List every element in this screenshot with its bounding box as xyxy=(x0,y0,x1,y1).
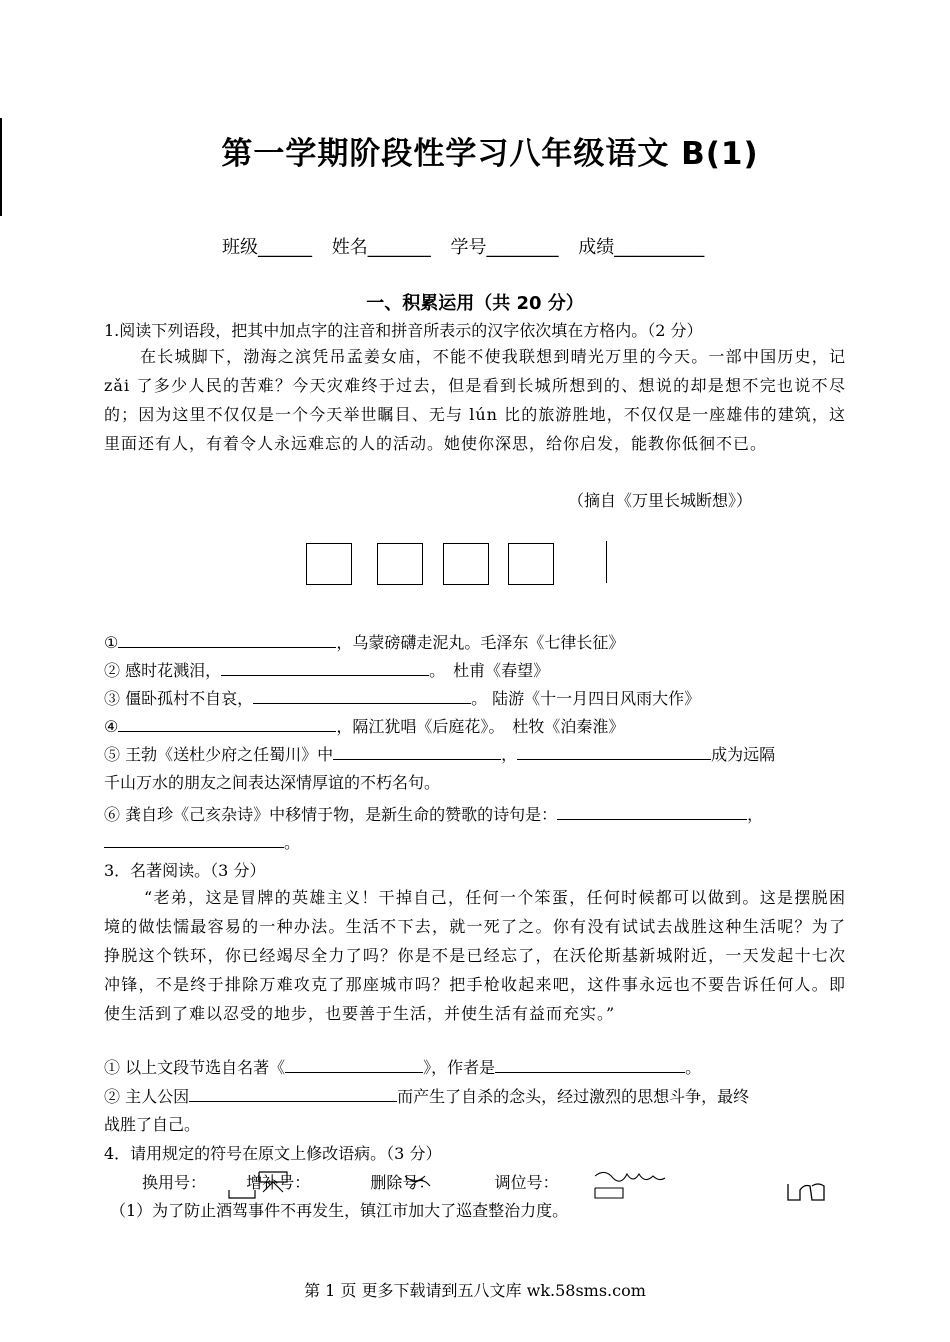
divider-mark xyxy=(606,541,607,583)
move-symbol-label: 调位号： xyxy=(494,1173,559,1192)
poem-text: 成为远隔 xyxy=(711,745,776,764)
item-number: ① xyxy=(104,633,119,652)
swap-symbol-icon xyxy=(229,1190,255,1198)
poem-line-6 xyxy=(104,805,846,825)
question-3-passage: “老弟，这是冒牌的英雄主义！干掉自己，任何一个笨蛋，任何时候都可以做到。这是摆脱困境的做怯懦最容易的一种办法。生活不下去，就一死了之。你有没有试试去战胜这种生活呢？为了挣脱这个铁环，你已经竭尽全力了吗？你是不是已经忘了，在沃伦斯基新城附近，一天发起十七次冲锋，不是终于排除万难攻克了那座城市吗？把手枪收起来吧，这件事永远也不要告诉任何人。即使生活到了难以忍受的地步，也要善于生活，并使生活有益而充实。” xyxy=(104,888,846,1023)
answer-text: 。 xyxy=(685,1058,702,1077)
answer-text: ② 主人公因 xyxy=(104,1087,190,1106)
answer-box-3[interactable] xyxy=(443,543,489,585)
poem-line-5 xyxy=(104,745,846,765)
poem-text: ， xyxy=(501,745,518,764)
question-3-answer-2-cont: 战胜了自己。 xyxy=(104,1115,201,1134)
poem-line-2 xyxy=(104,661,846,681)
poem-text: ⑤ 王勃《送杜少府之任蜀川》中 xyxy=(104,745,334,764)
fill-blank[interactable] xyxy=(557,805,747,820)
poem-text: ，乌蒙磅礴走泥丸。毛泽东《七律长征》 xyxy=(336,633,625,652)
answer-box-2[interactable] xyxy=(377,543,423,585)
student-info xyxy=(222,233,718,259)
add-symbol-icon xyxy=(263,1182,283,1192)
answer-box-4[interactable] xyxy=(508,543,554,585)
poem-line-4 xyxy=(104,717,846,737)
correction-symbol-glyphs xyxy=(225,1168,675,1202)
move-symbol-icon xyxy=(595,1172,665,1198)
section-heading: 一、积累运用（共 20 分） xyxy=(366,293,584,314)
poem-text: ，隔江犹唱《后庭花》。 杜牧《泊秦淮》 xyxy=(336,717,625,736)
page-footer: 第 1 页 更多下载请到五八文库 wk.58sms.com xyxy=(304,1281,646,1300)
fill-blank[interactable] xyxy=(118,717,336,732)
page-title: 第一学期阶段性学习八年级语文 B(1) xyxy=(221,136,759,172)
question-3-answer-1 xyxy=(104,1058,846,1078)
poem-text: ， xyxy=(747,805,764,824)
poem-text: 。 xyxy=(284,833,301,852)
question-4-stem: 4．请用规定的符号在原文上修改语病。（3 分） xyxy=(104,1144,442,1163)
passage-source: （摘自《万里长城断想》） xyxy=(568,491,753,510)
item-number: ④ xyxy=(104,717,119,736)
delete-symbol-icon xyxy=(405,1176,430,1188)
poem-line-3 xyxy=(104,689,846,709)
answer-text: 而产生了自杀的念头，经过激烈的思想斗争，最终 xyxy=(397,1087,750,1106)
score-field[interactable]: 成绩__________ xyxy=(578,237,705,258)
fill-blank[interactable] xyxy=(253,689,471,704)
answer-text: 》，作者是 xyxy=(423,1058,496,1077)
poem-text: 。 陆游《十一月四日风雨大作》 xyxy=(471,689,701,708)
name-field[interactable]: 姓名_______ xyxy=(331,237,431,258)
fill-blank[interactable] xyxy=(104,833,284,848)
class-field[interactable]: 班级______ xyxy=(222,237,312,258)
reason-blank[interactable] xyxy=(189,1087,397,1102)
answer-box-1[interactable] xyxy=(306,543,352,585)
fill-blank[interactable] xyxy=(118,633,336,648)
fill-blank[interactable] xyxy=(333,745,501,760)
fill-blank[interactable] xyxy=(221,661,429,676)
question-3-answer-2 xyxy=(104,1087,846,1107)
poem-text: ③ 僵卧孤村不自哀， xyxy=(104,689,254,708)
author-blank[interactable] xyxy=(495,1058,685,1073)
question-3-stem: 3．名著阅读。（3 分） xyxy=(104,861,266,880)
poem-text: 。 杜甫《春望》 xyxy=(429,661,550,680)
add-symbol-label: 增补号： xyxy=(246,1173,311,1192)
poem-line-5-cont: 千山万水的朋友之间表达深情厚谊的不朽名句。 xyxy=(104,773,441,792)
number-field[interactable]: 学号________ xyxy=(450,237,559,258)
answer-text: ① 以上文段节选自名著《 xyxy=(104,1058,286,1077)
delete-symbol-label: 删除号： xyxy=(370,1173,435,1192)
poem-line-6-cont xyxy=(104,833,846,853)
question-4-sentence-1: （1）为了防止酒驾事件不再发生，镇江市加大了巡查整治力度。 xyxy=(110,1201,569,1220)
question-1-stem: 1.阅读下列语段，把其中加点字的注音和拼音所表示的汉字依次填在方格内。（2 分） xyxy=(104,321,703,340)
book-title-blank[interactable] xyxy=(285,1058,423,1073)
swap-symbol-label: 换用号： xyxy=(142,1173,207,1192)
question-1-passage: 在长城脚下，渤海之滨凭吊孟姜女庙，不能不使我联想到晴光万里的今天。一部中国历史，记 zǎi 了多少人民的苦难？今天灾难终于过去，但是看到长城所想到的、想说的却是想不完也说不尽的；因为这里不仅仅是一个今天举世瞩目、无与 lún 比的旅游胜地，不仅仅是一座雄伟的建筑，这里面还有人，有着令人永远难忘的人的活动。她使你深思，给你启发，能教你低徊不已。 xyxy=(104,347,846,453)
poem-text: ② 感时花溅泪， xyxy=(104,661,222,680)
poem-line-1 xyxy=(104,633,846,653)
fill-blank[interactable] xyxy=(517,745,711,760)
poem-text: ⑥ 龚自珍《己亥杂诗》中移情于物，是新生命的赞歌的诗句是： xyxy=(104,805,558,824)
